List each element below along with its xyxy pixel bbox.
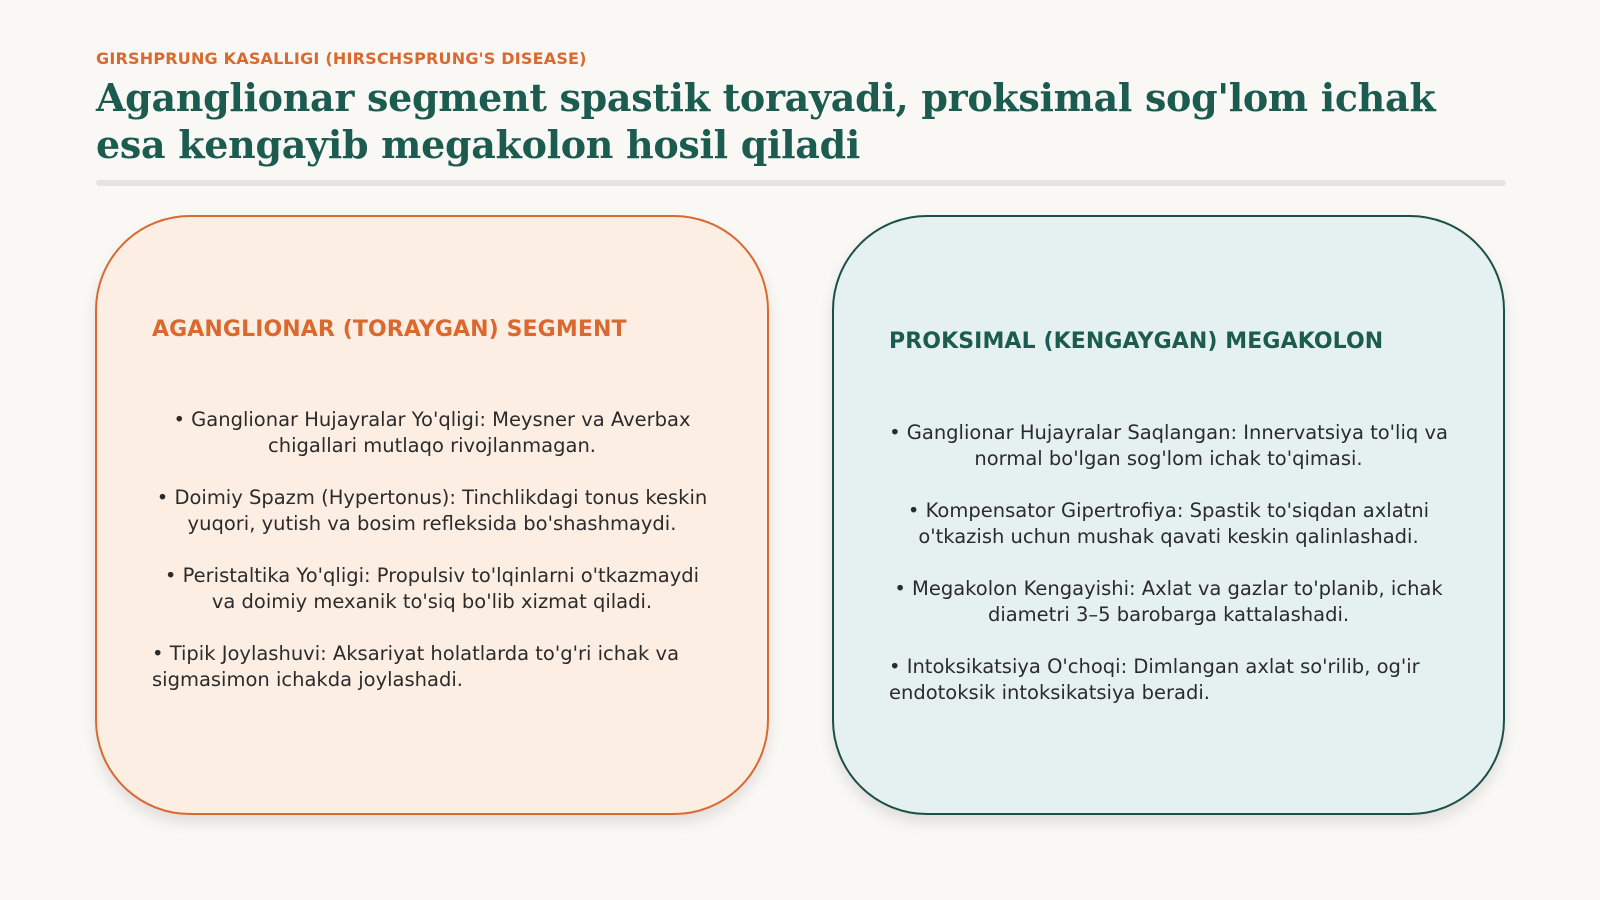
aganglionic-segment-heading: AGANGLIONAR (TORAYGAN) SEGMENT	[152, 317, 627, 342]
list-item: • Intoksikatsiya O'choqi: Dimlangan axlat so'rilib, og'ir endotoksik intoksikatsiya beradi.	[889, 655, 1420, 704]
eyebrow-label: GIRSHPRUNG KASALLIGI (HIRSCHSPRUNG'S DISEASE)	[96, 49, 587, 68]
page-title: Aganglionar segment spastik torayadi, proksimal sog'lom ichak esa kengayib megakolon hosil qiladi	[96, 75, 1436, 167]
list-item: • Peristaltika Yo'qligi: Propulsiv to'lqinlarni o'tkazmaydi va doimiy mexanik to'siq bo'lib xizmat qiladi.	[164, 564, 700, 613]
list-item: • Kompensator Gipertrofiya: Spastik to'siqdan axlatni o'tkazish uchun mushak qavati keskin qalinlashadi.	[907, 499, 1430, 548]
proximal-megacolon-heading: PROKSIMAL (KENGAYGAN) MEGAKOLON	[889, 329, 1384, 354]
aganglionic-segment-card	[95, 215, 769, 815]
list-item: • Megakolon Kengayishi: Axlat va gazlar to'planib, ichak diametri 3–5 barobarga kattalashadi.	[894, 577, 1443, 626]
list-item: • Ganglionar Hujayralar Saqlangan: Innervatsiya to'liq va normal bo'lgan sog'lom ichak to'qimasi.	[889, 421, 1448, 470]
title-divider	[96, 180, 1506, 186]
proximal-megacolon-card	[832, 215, 1505, 815]
list-item: • Ganglionar Hujayralar Yo'qligi: Meysner va Averbax chigallari mutlaqo rivojlanmagan.	[173, 408, 691, 457]
proximal-megacolon-list	[889, 420, 1448, 732]
list-item: • Tipik Joylashuvi: Aksariyat holatlarda to'g'ri ichak va sigmasimon ichakda joylashadi.	[152, 642, 680, 691]
list-item: • Doimiy Spazm (Hypertonus): Tinchlikdagi tonus keskin yuqori, yutish va bosim refleksida bo'shashmaydi.	[156, 486, 708, 535]
aganglionic-segment-list	[152, 407, 712, 719]
